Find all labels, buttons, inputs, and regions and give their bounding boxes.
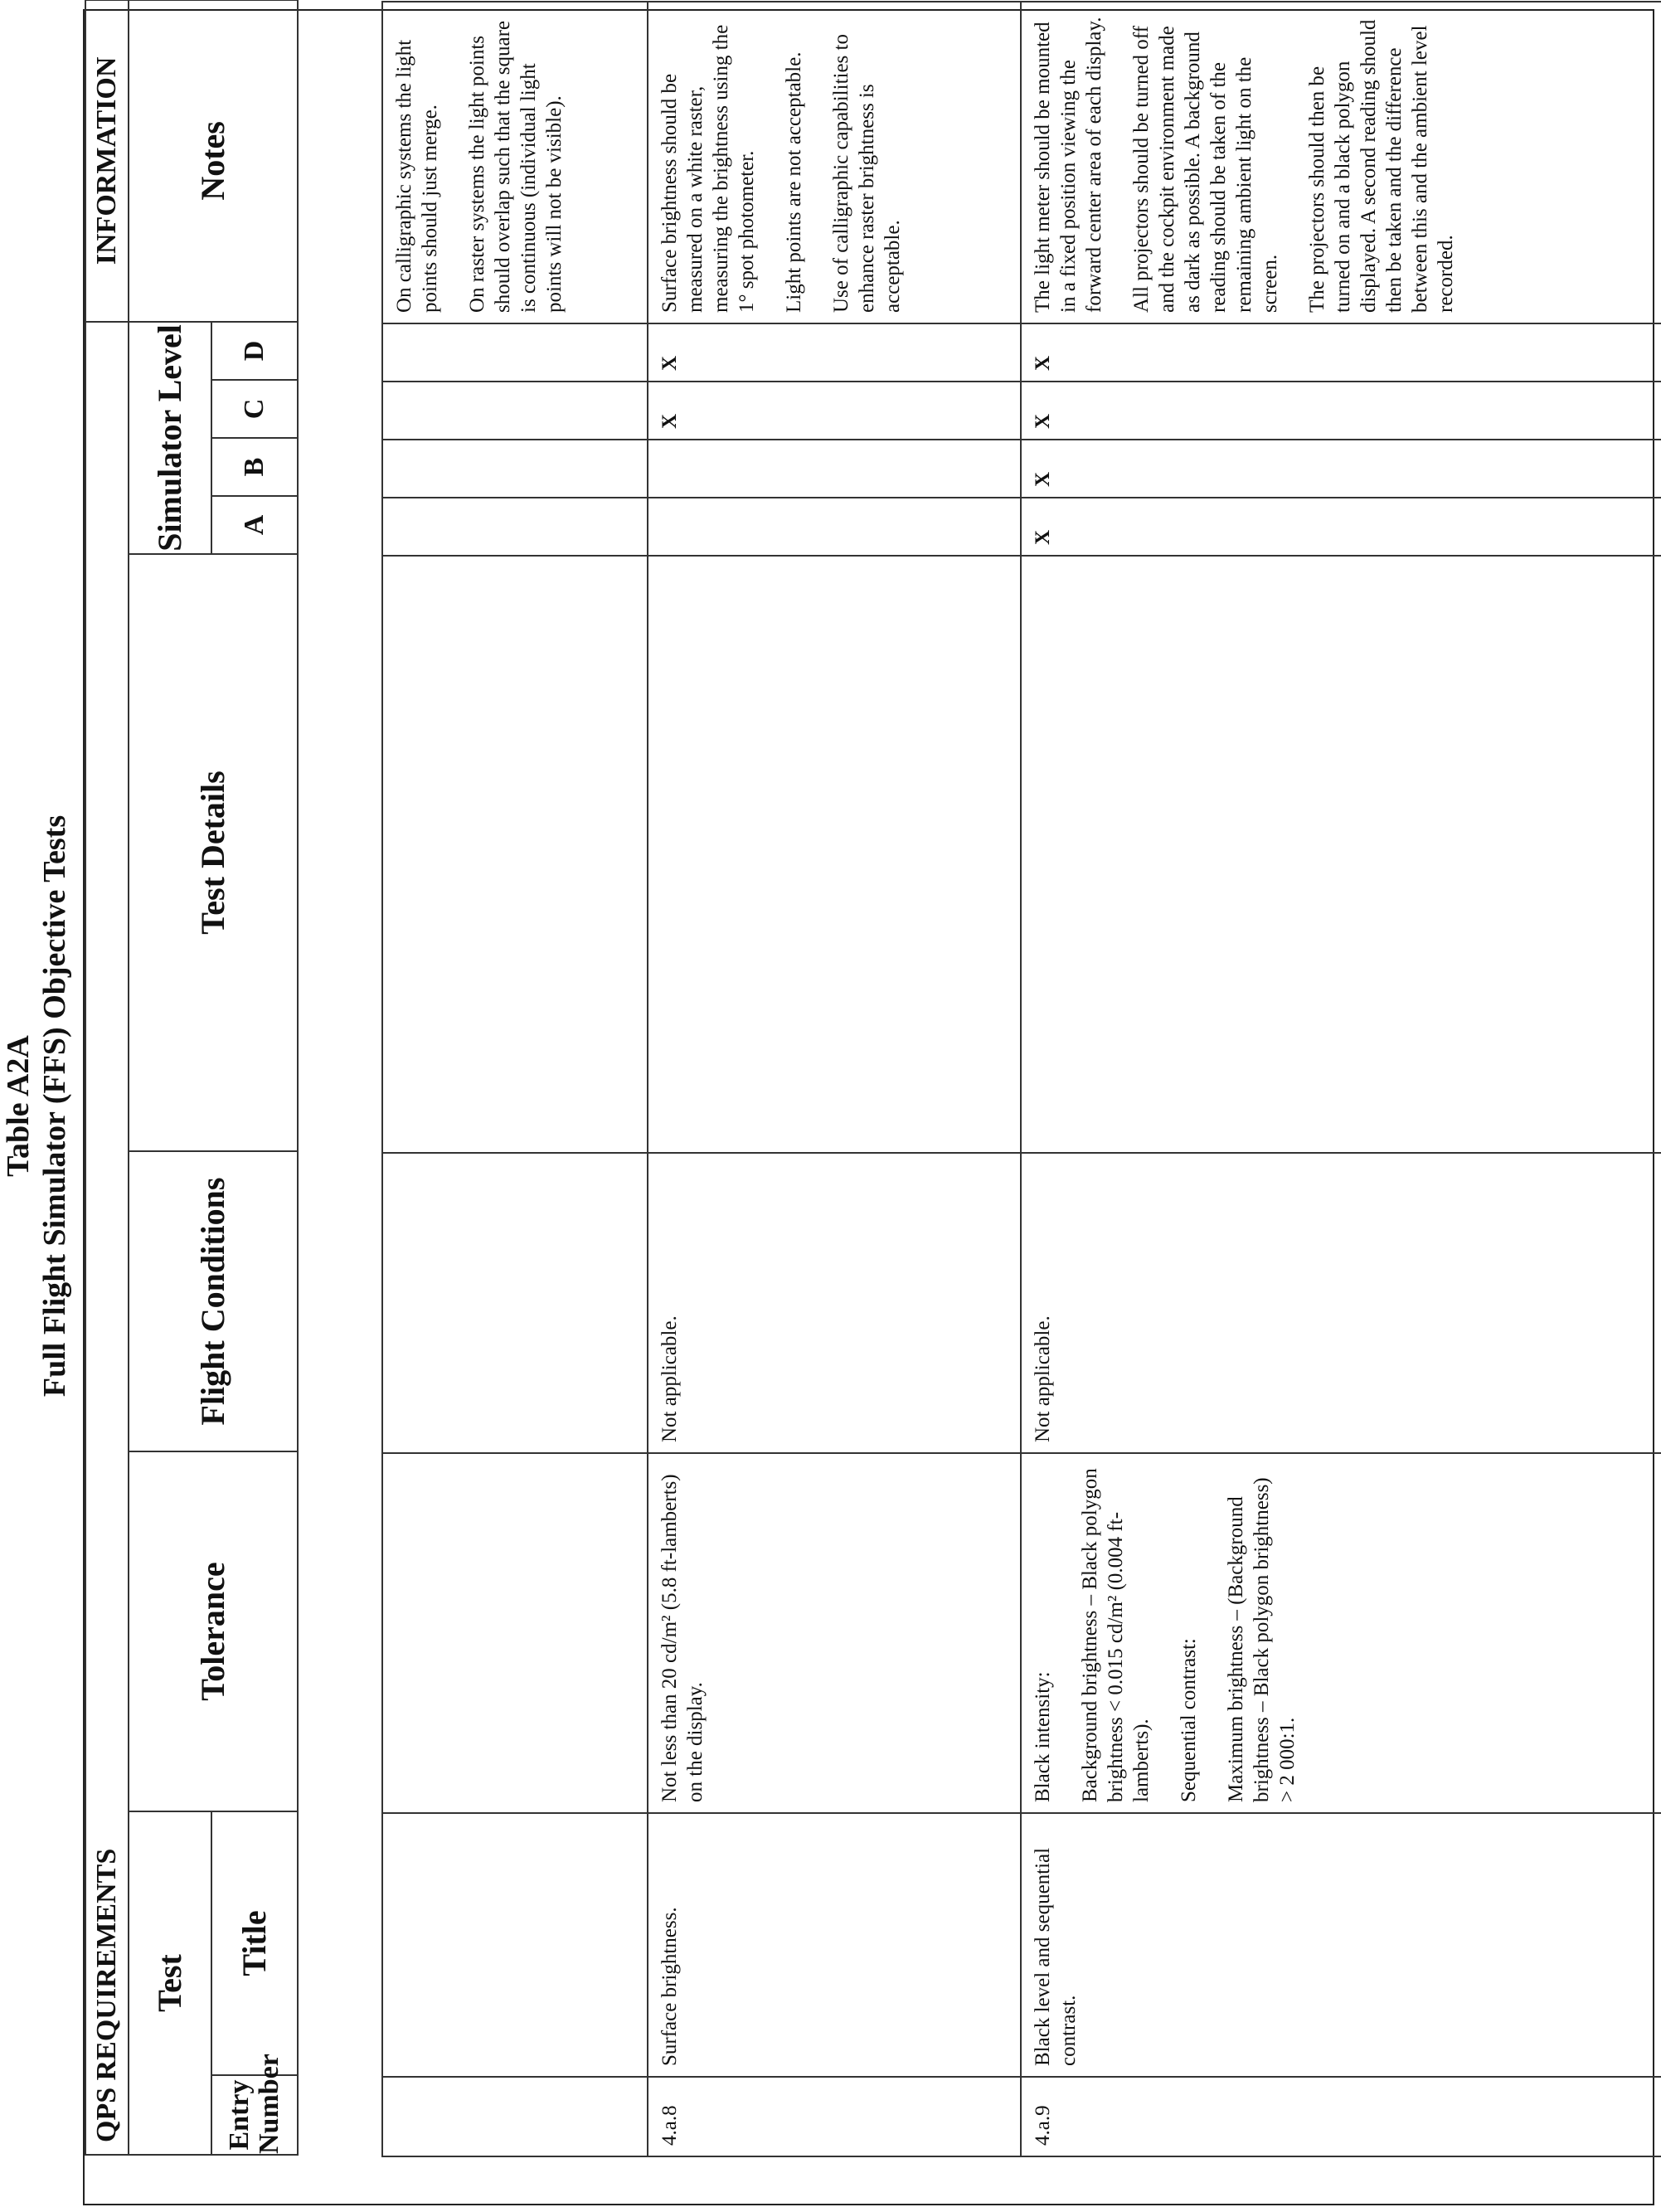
level-c-cell [382,382,648,440]
tolerance-header: Tolerance [129,1451,298,1811]
note-paragraph: Use of calligraphic capabilities to enhance raster brightness is acceptable. [830,34,904,313]
level-c-header: C [211,380,298,438]
tolerance-cell [648,1453,1021,1813]
note-paragraph: Light points are not acceptable. [783,51,805,313]
table-row [382,2,648,2156]
note-paragraph: The projectors should then be turned on and a black polygon displayed. A second reading should then be taken and the difference between this and the ambient level recorded. [1306,19,1457,313]
notes-cell [648,2,1021,323]
table-body [381,1,1661,2157]
table-label: Table A2A [1,1035,36,1177]
notes-cell [1021,2,1661,323]
entry-number-header: Entry Number [211,2075,298,2155]
level-d-cell: X [1021,323,1661,382]
test-details-cell [1021,556,1661,1153]
flight-conditions-cell: Not applicable. [1021,1153,1661,1453]
table-row [648,2,1021,2156]
note-paragraph: All projectors should be turned off and the cockpit environment made as dark as possible. A background reading should be taken of the remaining ambient light on the screen. [1130,26,1281,313]
level-d-cell [382,323,648,382]
title-cell: Surface brightness. [648,1813,1021,2077]
table-header [85,0,299,2156]
note-paragraph: The light meter should be mounted in a fixed position viewing the forward center area of each display. [1032,17,1105,313]
note-paragraph: Surface brightness should be measured on a white raster, measuring the brightness using the 1° spot photometer. [658,24,758,313]
flight-conditions-cell [382,1153,648,1453]
level-b-cell [648,440,1021,498]
test-details-cell [648,556,1021,1153]
table-subtitle: Full Flight Simulator (FFS) Objective Tests [37,814,72,1398]
notes-header: Notes [129,0,298,322]
qps-requirements-band: QPS REQUIREMENTS [85,322,129,2155]
title-cell: Black level and sequential contrast. [1021,1813,1661,2077]
entry-cell: 4.a.8 [648,2077,1021,2156]
title-cell [382,1813,648,2077]
level-d-header: D [211,322,298,380]
level-a-cell: X [1021,498,1661,556]
tolerance-paragraph: Not less than 20 cd/m² (5.8 ft-lamberts) on the display. [658,1474,707,1802]
test-details-header: Test Details [129,554,298,1151]
level-b-header: B [211,438,298,496]
level-c-cell: X [1021,382,1661,440]
level-a-header: A [211,496,298,554]
note-paragraph: On raster systems the light points should overlap such that the square is continuous (individual light points will not be visible). [466,21,566,313]
tolerance-cell [1021,1453,1661,1813]
tolerance-cell [382,1453,648,1813]
flight-conditions-cell: Not applicable. [648,1153,1021,1453]
level-c-cell: X [648,382,1021,440]
level-b-cell: X [1021,440,1661,498]
entry-cell: 4.a.9 [1021,2077,1661,2156]
level-b-cell [382,440,648,498]
level-a-cell [648,498,1021,556]
level-a-cell [382,498,648,556]
tolerance-paragraph: Sequential contrast: [1178,1638,1200,1802]
tolerance-paragraph: Maximum brightness – (Background brightness – Black polygon brightness) > 2 000:1. [1225,1477,1299,1802]
information-band: INFORMATION [85,0,129,322]
tolerance-paragraph: Black intensity: [1032,1671,1054,1802]
notes-cell [382,2,648,323]
test-details-cell [382,556,648,1153]
note-paragraph: On calligraphic systems the light points should just merge. [393,39,441,313]
entry-cell [382,2077,648,2156]
table-row [1021,2,1661,2156]
title-header: Title [211,1811,298,2075]
test-group-header: Test [129,1811,211,2155]
flight-conditions-header: Flight Conditions [129,1151,298,1451]
simulator-level-header: Simulator Level [129,322,211,554]
tolerance-paragraph: Background brightness – Black polygon brightness < 0.015 cd/m² (0.004 ft-lamberts). [1079,1468,1153,1802]
level-d-cell: X [648,323,1021,382]
